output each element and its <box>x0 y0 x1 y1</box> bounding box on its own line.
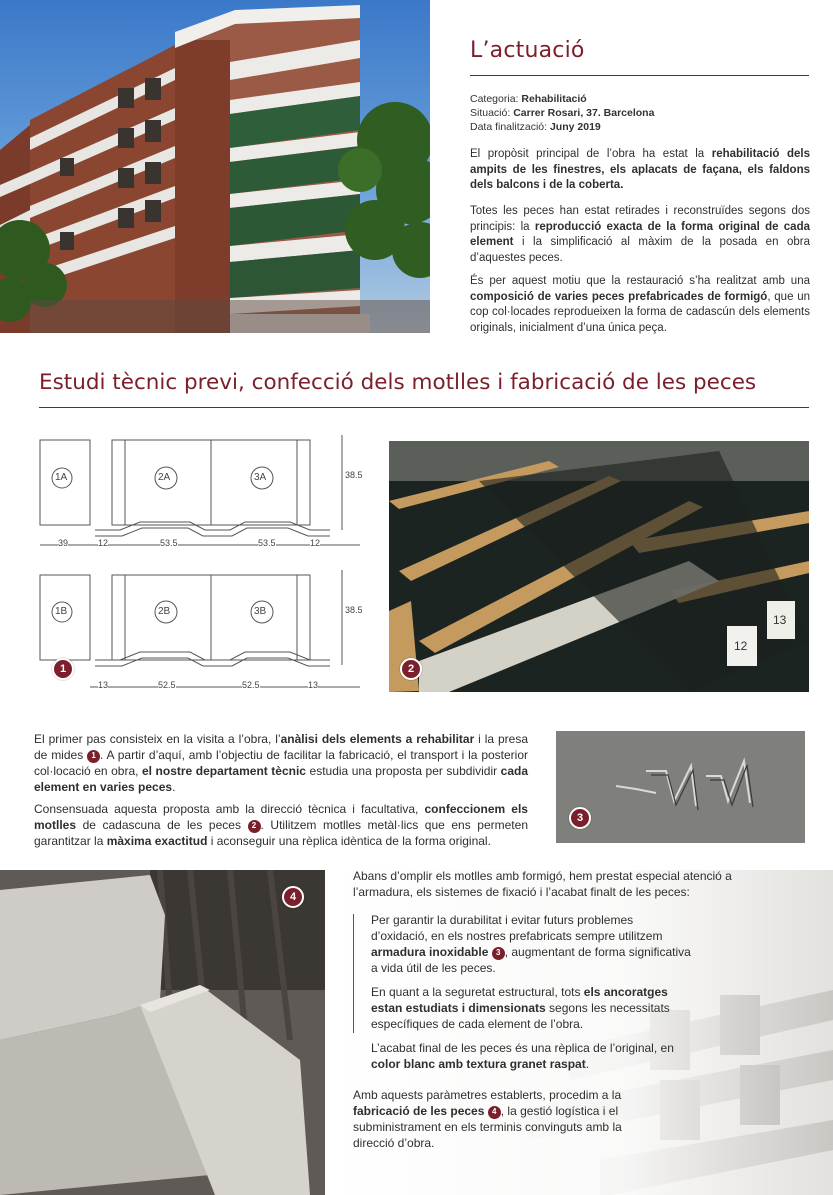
intro-paragraph-3: És per aquest motiu que la restauració s’ha realitzat amb una composició de varies peces prefabricades de formigó, que un cop col·locades reprodueixen la forma de cadascún dels elements originals, inicialment d’una única peça. <box>470 275 810 334</box>
molds-illustration <box>389 441 809 692</box>
quote-bar <box>353 914 354 1033</box>
molds-photo <box>389 441 809 692</box>
meta-value: Carrer Rosari, 37. Barcelona <box>513 107 655 119</box>
section-title-estudi: Estudi tècnic previ, confecció dels motlles i fabricació de les peces <box>39 370 757 395</box>
section-title-actuacio: L’actuació <box>470 38 585 63</box>
drawing-label: 3B <box>254 606 267 617</box>
dimension-label: 38.5 <box>345 605 363 615</box>
figure-badge-2: 2 <box>400 658 422 680</box>
drawing-label: 2B <box>158 606 171 617</box>
drawing-label: 1A <box>55 472 68 483</box>
body-paragraph-1: El primer pas consisteix en la visita a l’obra, l’anàlisi dels elements a rehabilitar i la presa de mides 1 . A partir d’aquí, amb l’objectiu de facilitar la fabricació, el transport i la posterior col·locació en obra, el nostre departament tècnic estudia una proposta per subdividir cada element en varies peces. <box>34 732 529 794</box>
dimension-label: 12 <box>310 538 321 548</box>
dimension-label: 12 <box>98 538 109 548</box>
drawing-label: 3A <box>254 472 267 483</box>
dimension-label: 13 <box>308 680 319 690</box>
dimension-label: 39 <box>58 538 69 548</box>
meta-label: Categoria: <box>470 93 519 105</box>
intro-paragraph-2: Totes les peces han estat retirades i reconstruïdes segons dos principis: la reproducció exacta de la forma original de cada element i la simplificació al màxim de la posada en obra d’aquestes peces. <box>470 205 810 264</box>
meta-label: Situació: <box>470 107 511 119</box>
precast-piece-illustration <box>0 870 325 1195</box>
mold-tag: 12 <box>734 639 748 653</box>
quote-item-1: Per garantir la durabilitat i evitar futurs problemes d’oxidació, en els nostres prefabricats sempre utilitzem armadura inoxidable 3 , augmentant de forma significativa a vida útil de les peces. <box>371 913 691 975</box>
meta-label: Data finalització: <box>470 121 548 133</box>
body-paragraph-4: Amb aquests paràmetres establerts, procedim a la fabricació de les peces 4 , la gestió logística i el subministrament en els terminis convinguts amb la direcció d’obra. <box>353 1088 622 1150</box>
figure-badge-3: 3 <box>569 807 591 829</box>
inline-badge-2: 2 <box>248 820 261 833</box>
rebar-photo <box>556 731 805 843</box>
quote-item-2: En quant a la seguretat estructural, tots els ancoratges estan estudiats i dimensionats segons les necessitats específiques de cada element de l’obra. <box>371 985 670 1031</box>
drawing-label: 2A <box>158 472 171 483</box>
building-illustration <box>0 0 430 333</box>
inline-badge-1: 1 <box>87 750 100 763</box>
body-paragraph-3: Abans d’omplir els motlles amb formigó, hem prestat especial atenció a l’armadura, els sistemes de fixació i l’acabat finalt de les peces: <box>353 869 732 899</box>
quote-item-3: L’acabat final de les peces és una rèplica de l’original, en color blanc amb textura granet raspat. <box>371 1041 674 1071</box>
meta-categoria <box>470 92 654 106</box>
meta-value: Juny 2019 <box>549 121 601 133</box>
section2-divider <box>39 407 809 408</box>
technical-drawing <box>30 430 370 695</box>
title-divider <box>470 75 809 76</box>
dimension-label: 52.5 <box>242 680 260 690</box>
building-photo <box>0 0 430 333</box>
precast-piece-photo <box>0 870 325 1195</box>
meta-data <box>470 120 654 134</box>
inline-badge-3: 3 <box>492 947 505 960</box>
dimension-label: 13 <box>98 680 109 690</box>
meta-situacio <box>470 106 654 120</box>
body-paragraph-2: Consensuada aquesta proposta amb la direcció tècnica i facultativa, confeccionem els motlles de cadascuna de les peces 2 . Utilitzem motlles metàl·lics que ens permeten garantitzar la màxima exactitud i aconseguir una rèplica idèntica de la forma original. <box>34 802 528 848</box>
figure-badge-4: 4 <box>282 886 304 908</box>
figure-badge-1: 1 <box>52 658 74 680</box>
meta-value: Rehabilitació <box>521 93 587 105</box>
project-meta <box>470 92 654 134</box>
mold-tag: 13 <box>773 613 787 627</box>
drawing-label: 1B <box>55 606 68 617</box>
intro-paragraph-1: El propòsit principal de l’obra ha estat la rehabilitació dels ampits de les finestres, els aplacats de façana, els faldons dels balcons i de la coberta. <box>470 148 810 191</box>
dimension-label: 38.5 <box>345 470 363 480</box>
dimension-label: 53.5 <box>258 538 276 548</box>
dimension-label: 52.5 <box>158 680 176 690</box>
dimension-label: 53.5 <box>160 538 178 548</box>
inline-badge-4: 4 <box>488 1106 501 1119</box>
rebar-illustration <box>556 731 805 843</box>
